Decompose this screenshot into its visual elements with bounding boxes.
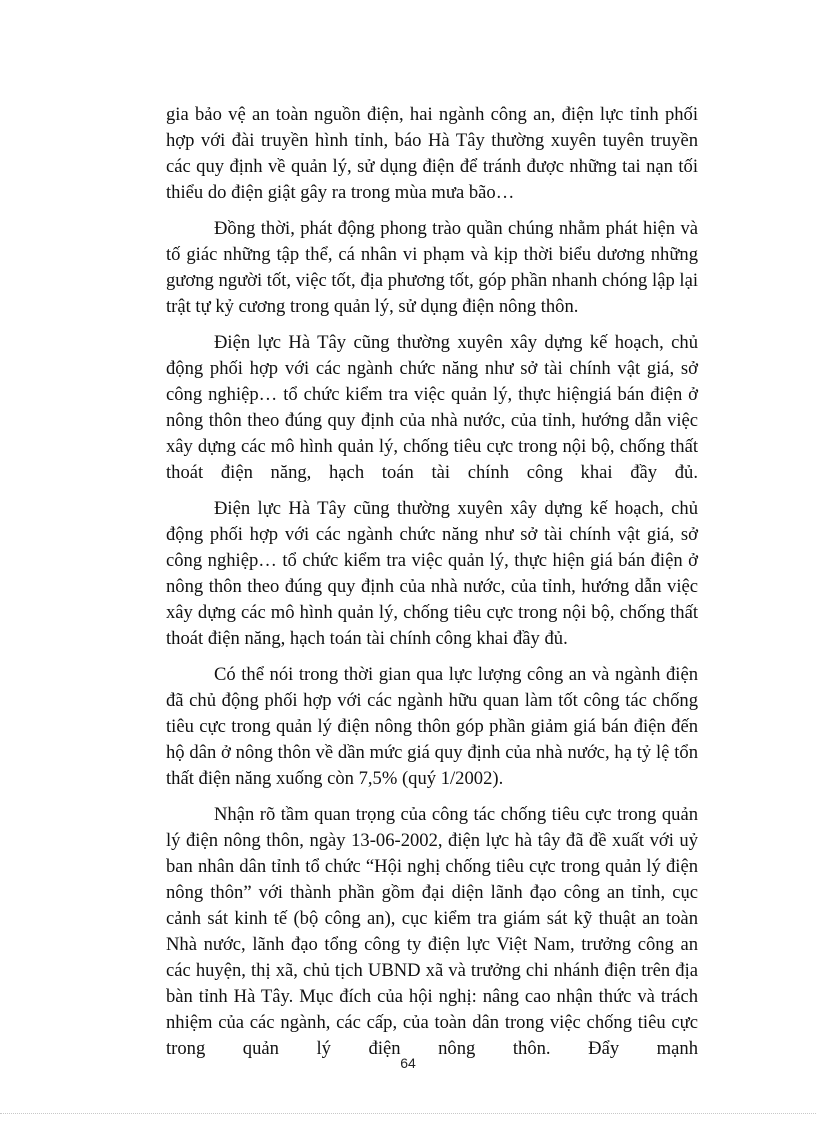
page-number: 64 bbox=[400, 1055, 416, 1071]
paragraph-3: Điện lực Hà Tây cũng thường xuyên xây dựng kế hoạch, chủ động phối hợp với các ngành chức năng như sở tài chính vật giá, sở công nghiệp… tổ chức kiểm tra việc quản lý, thực hiệngiá bán điện ở nông thôn theo đúng quy định của nhà nước, của tỉnh, hướng dẫn việc xây dựng các mô hình quản lý, chống tiêu cực trong nội bộ, chống thất thoát điện năng, hạch toán tài chính công khai đầy đủ. bbox=[166, 332, 698, 483]
paragraph-2: Đồng thời, phát động phong trào quần chúng nhằm phát hiện và tố giác những tập thể, cá nhân vi phạm và kịp thời biểu dương những gương người tốt, việc tốt, địa phương tốt, góp phần nhanh chóng lập lại trật tự kỷ cương trong quản lý, sử dụng điện nông thôn. bbox=[166, 218, 698, 317]
page-bottom-divider bbox=[0, 1113, 816, 1114]
paragraph-1: gia bảo vệ an toàn nguồn điện, hai ngành công an, điện lực tỉnh phối hợp với đài truyền hình tỉnh, báo Hà Tây thường xuyên tuyên truyền các quy định về quản lý, sử dụng điện để tránh được những tai nạn tối thiểu do điện giật gây ra trong mùa mưa bão… bbox=[166, 104, 698, 203]
paragraph-4: Điện lực Hà Tây cũng thường xuyên xây dựng kế hoạch, chủ động phối hợp với các ngành chức năng như sở tài chính vật giá, sở công nghiệp… tổ chức kiểm tra việc quản lý, thực hiện giá bán điện ở nông thôn theo đúng quy định của nhà nước, của tỉnh, hướng dẫn việc xây dựng các mô hình quản lý, chống tiêu cực trong nội bộ, chống thất thoát điện năng, hạch toán tài chính công khai đầy đủ. bbox=[166, 498, 698, 649]
paragraph-5: Có thể nói trong thời gian qua lực lượng công an và ngành điện đã chủ động phối hợp với các ngành hữu quan làm tốt công tác chống tiêu cực trong quản lý điện nông thôn góp phần giảm giá bán điện đến hộ dân ở nông thôn về dần mức giá quy định của nhà nước, hạ tỷ lệ tổn thất điện năng xuống còn 7,5% (quý 1/2002). bbox=[166, 664, 698, 789]
body-text bbox=[166, 102, 698, 1072]
paragraph-6: Nhận rõ tầm quan trọng của công tác chống tiêu cực trong quản lý điện nông thôn, ngày 13-06-2002, điện lực hà tây đã đề xuất với uỷ ban nhân dân tỉnh tổ chức “Hội nghị chống tiêu cực trong quản lý điện nông thôn” với thành phần gồm đại diện lãnh đạo công an tỉnh, cục cảnh sát kinh tế (bộ công an), cục kiểm tra giám sát kỹ thuật an toàn Nhà nước, lãnh đạo tổng công ty điện lực Việt Nam, trưởng công an các huyện, thị xã, chủ tịch UBND xã và trưởng chi nhánh điện trên địa bàn tỉnh Hà Tây. Mục đích của hội nghị: nâng cao nhận thức và trách nhiệm của các ngành, các cấp, của toàn dân trong việc chống tiêu cực trong quản lý điện nông thôn. Đẩy mạnh bbox=[166, 804, 698, 1059]
